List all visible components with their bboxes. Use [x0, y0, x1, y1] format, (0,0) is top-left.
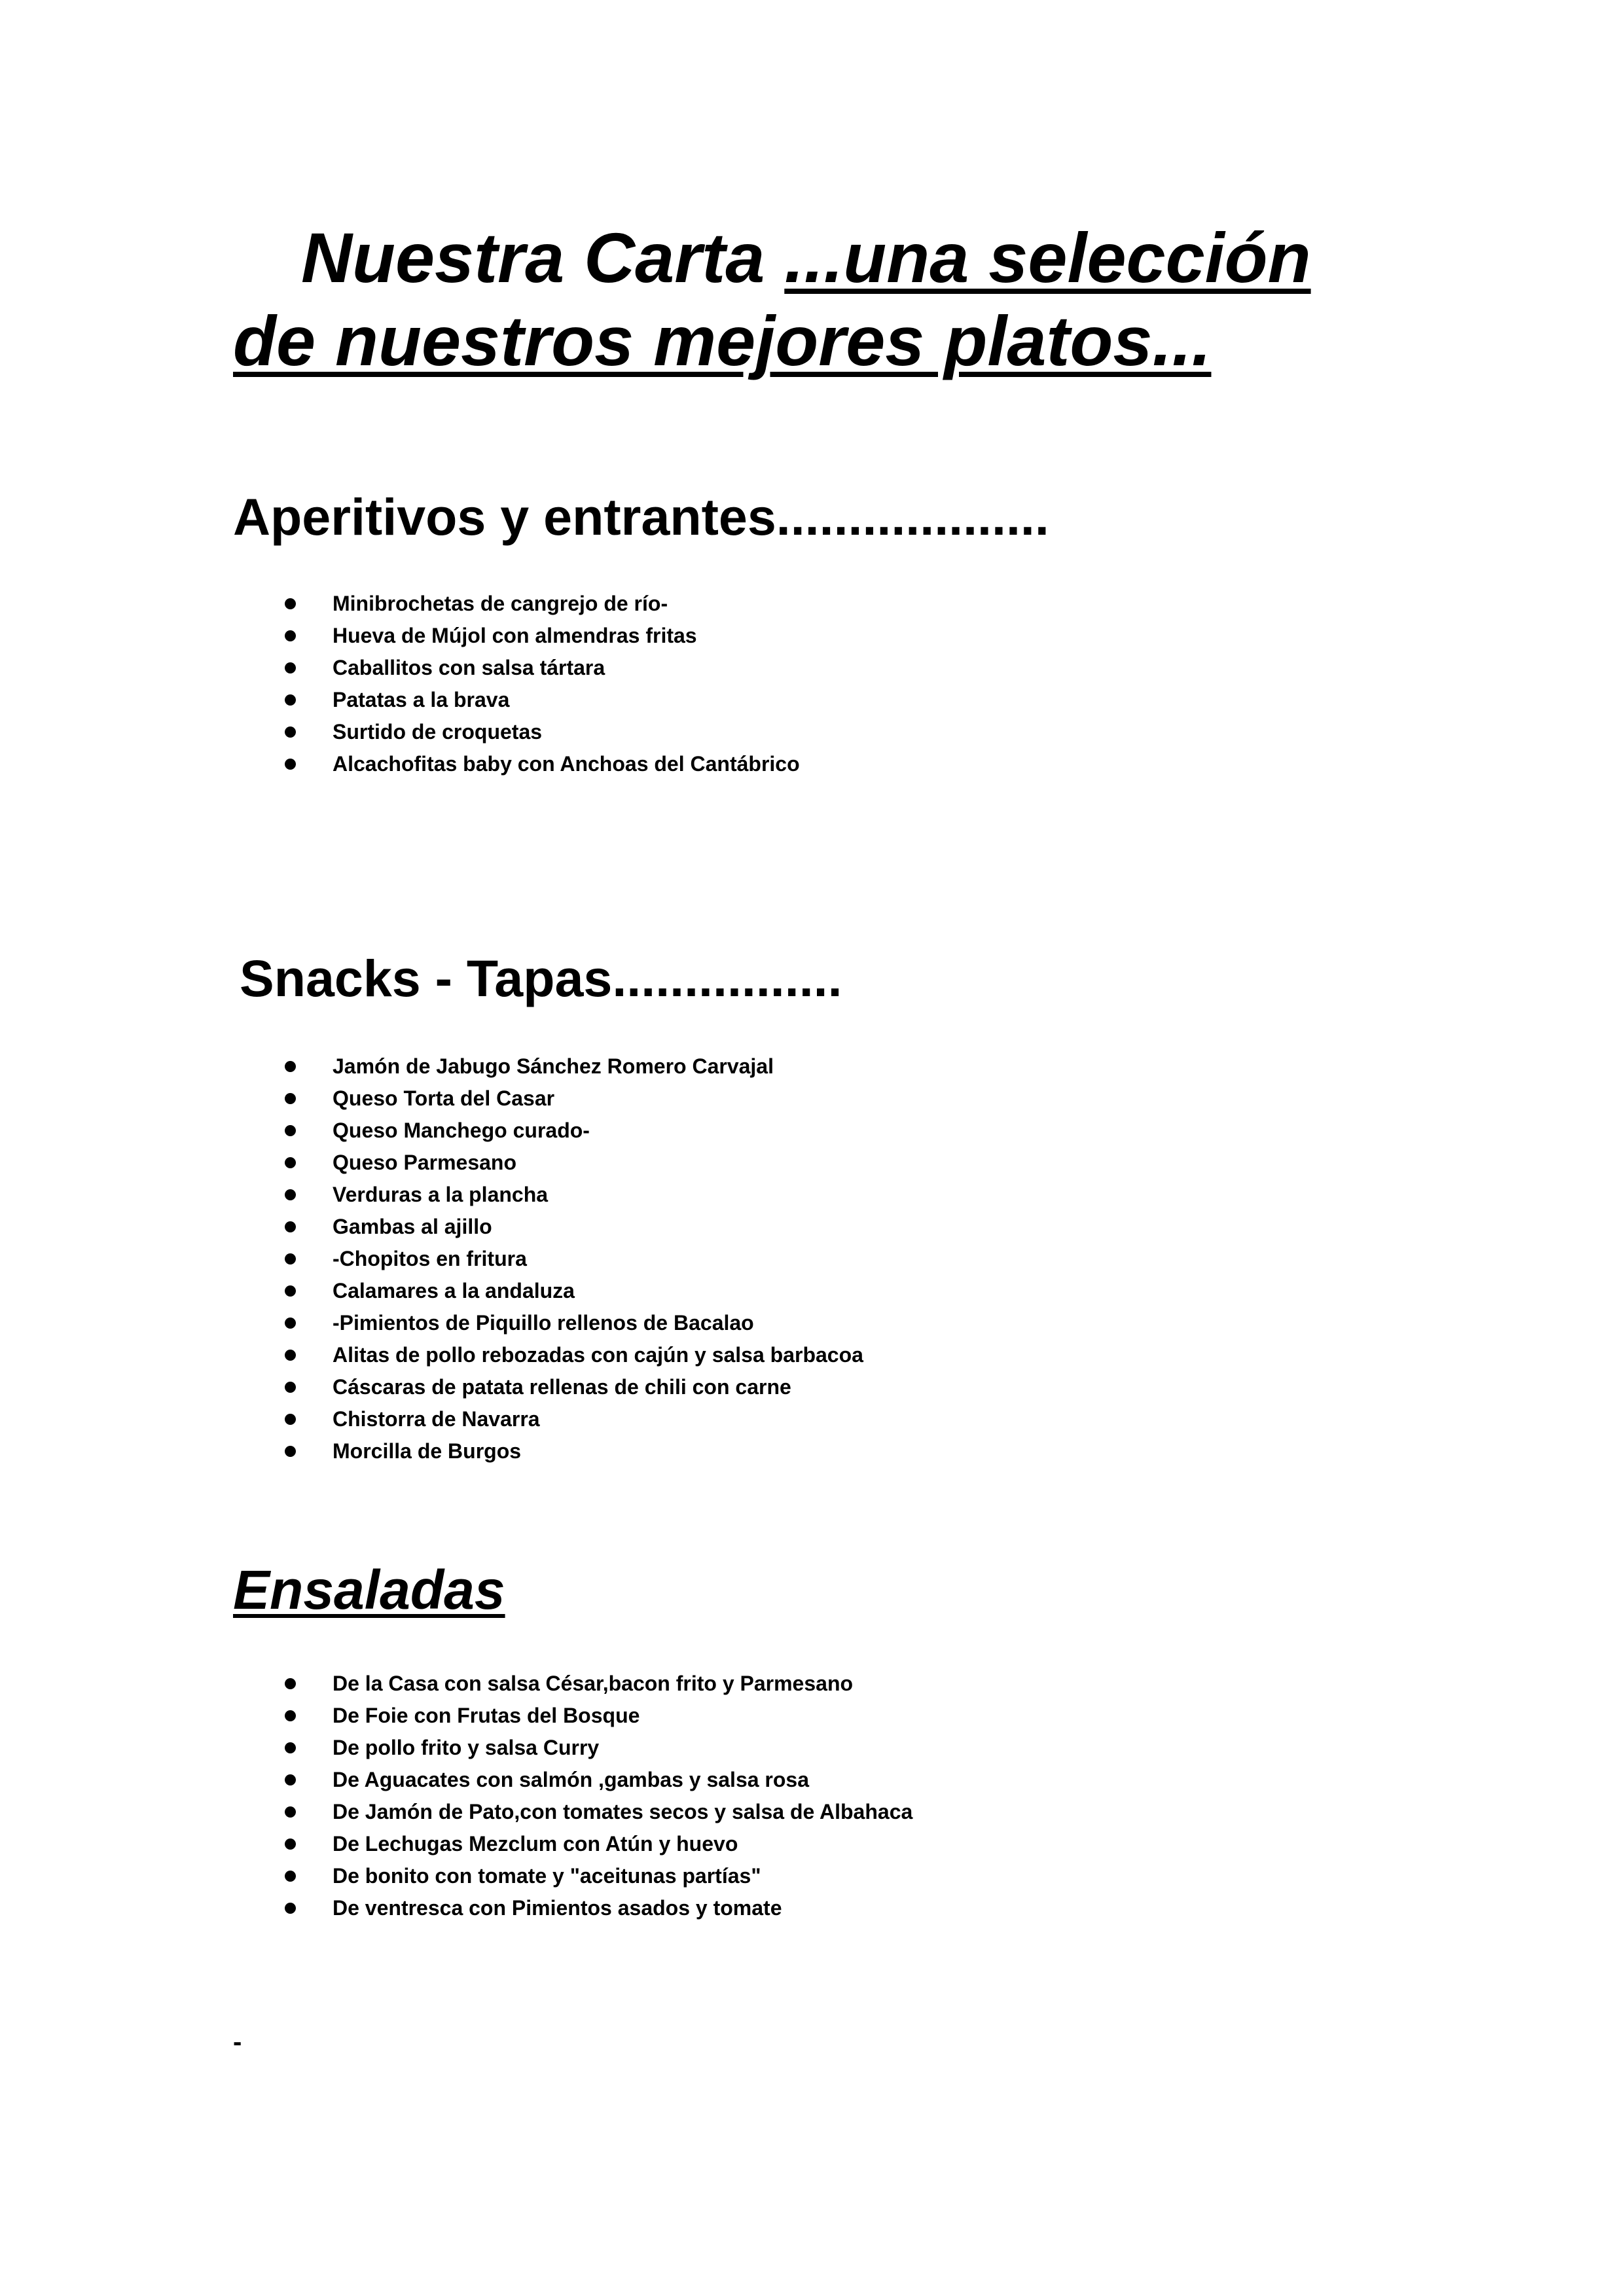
menu-item-label: Hueva de Mújol con almendras fritas — [333, 624, 697, 647]
bullet-icon — [285, 598, 296, 609]
bullet-icon — [285, 1742, 296, 1753]
bullet-icon — [285, 1061, 296, 1072]
bullet-icon — [285, 1678, 296, 1689]
menu-item-label: De Jamón de Pato,con tomates secos y salsa de Albahaca — [333, 1800, 913, 1823]
menu-item-label: De Foie con Frutas del Bosque — [333, 1704, 640, 1727]
bullet-icon — [285, 1382, 296, 1393]
menu-item-label: Calamares a la andaluza — [333, 1279, 575, 1302]
menu-item-label: Surtido de croquetas — [333, 720, 543, 744]
bullet-icon — [285, 662, 296, 673]
menu-item-label: Queso Manchego curado- — [333, 1119, 590, 1142]
menu-item-label: De la Casa con salsa César,bacon frito y Parmesano — [333, 1672, 854, 1695]
bullet-icon — [285, 1710, 296, 1721]
menu-item-label: De pollo frito y salsa Curry — [333, 1736, 600, 1759]
section-heading-aperitivos: Aperitivos y entrantes................... — [233, 488, 1049, 546]
bullet-icon — [285, 1253, 296, 1265]
page-title — [233, 216, 1411, 382]
title-subtitle: ...una selección de nuestros mejores platos... — [233, 218, 1311, 380]
menu-item-label: De bonito con tomate y "aceitunas partías" — [333, 1864, 761, 1888]
section-heading-snacks: Snacks - Tapas................ — [240, 949, 842, 1007]
menu-item-label: Queso Parmesano — [333, 1151, 516, 1174]
bullet-icon — [285, 1903, 296, 1914]
menu-item-label: Morcilla de Burgos — [333, 1439, 522, 1463]
bullet-icon — [285, 1774, 296, 1785]
bullet-icon — [285, 1871, 296, 1882]
bullet-icon — [285, 1350, 296, 1361]
menu-item-label: -Chopitos en fritura — [333, 1247, 527, 1270]
menu-item-label: Alitas de pollo rebozadas con cajún y salsa barbacoa — [333, 1343, 863, 1367]
bullet-icon — [285, 630, 296, 641]
menu-item-label: De Aguacates con salmón ,gambas y salsa rosa — [333, 1768, 810, 1791]
bullet-icon — [285, 1318, 296, 1329]
bullet-icon — [285, 1093, 296, 1104]
bullet-icon — [285, 726, 296, 738]
menu-item-label: Patatas a la brava — [333, 688, 510, 711]
bullet-icon — [285, 1414, 296, 1425]
title-lead: Nuestra Carta — [301, 218, 785, 297]
bullet-icon — [285, 1806, 296, 1818]
menu-item-label: Gambas al ajillo — [333, 1215, 492, 1238]
menu-item-label: Cáscaras de patata rellenas de chili con carne — [333, 1375, 791, 1399]
bullet-icon — [285, 1221, 296, 1232]
bullet-icon — [285, 1839, 296, 1850]
trailing-dash: - — [233, 2028, 242, 2056]
bullet-icon — [285, 1285, 296, 1297]
menu-item-label: Minibrochetas de cangrejo de río- — [333, 592, 668, 615]
bullet-icon — [285, 694, 296, 706]
bullet-icon — [285, 1189, 296, 1200]
menu-item-label: De Lechugas Mezclum con Atún y huevo — [333, 1832, 738, 1856]
menu-item-label: Caballitos con salsa tártara — [333, 656, 605, 679]
bullet-icon — [285, 1125, 296, 1136]
section-heading-ensaladas: Ensaladas — [233, 1559, 505, 1621]
menu-item-label: Verduras a la plancha — [333, 1183, 549, 1206]
menu-item-label: -Pimientos de Piquillo rellenos de Bacalao — [333, 1311, 754, 1335]
menu-item-label: Chistorra de Navarra — [333, 1407, 540, 1431]
menu-item-label: Alcachofitas baby con Anchoas del Cantábrico — [333, 752, 800, 776]
bullet-icon — [285, 1446, 296, 1457]
menu-item-label: De ventresca con Pimientos asados y tomate — [333, 1896, 782, 1920]
menu-item-label: Jamón de Jabugo Sánchez Romero Carvajal — [333, 1054, 774, 1078]
menu-item-label: Queso Torta del Casar — [333, 1086, 555, 1110]
bullet-icon — [285, 1157, 296, 1168]
bullet-icon — [285, 759, 296, 770]
